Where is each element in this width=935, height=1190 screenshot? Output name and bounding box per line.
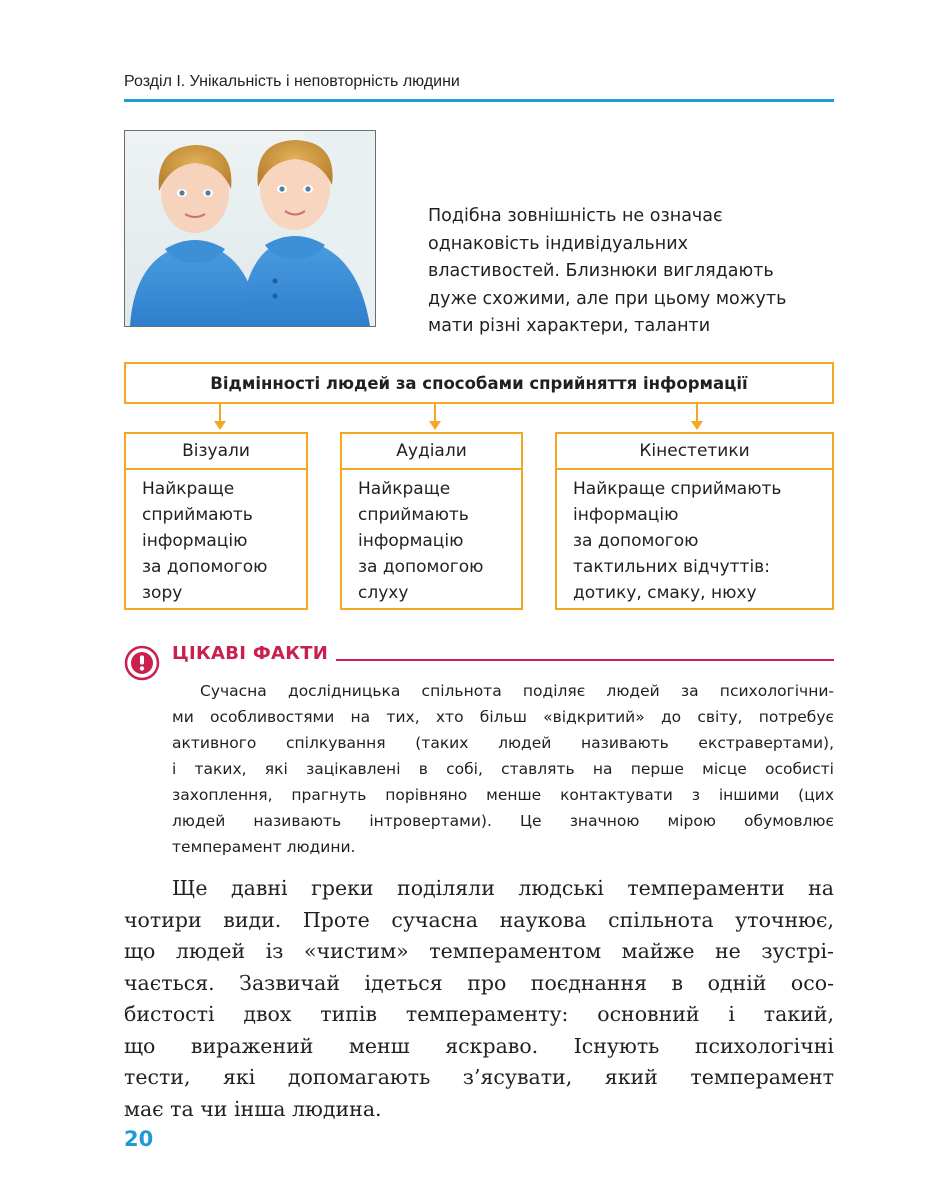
arrow-down-icon [696,404,698,422]
type-box-visuals [124,432,308,610]
twins-photo-icon [125,131,375,326]
type-name: Аудіали [342,434,521,470]
facts-line: захоплення, прагнуть порівняно менше контактувати з іншими (цих [172,786,834,804]
body-line: чається. Зазвичай ідеться про поєднання в одній осо- [124,970,834,995]
twins-photo [124,130,376,327]
facts-line: Сучасна дослідницька спільнота поділяє людей за психологічни- [200,682,834,700]
type-line: інформацію [358,531,464,551]
running-header: Розділ І. Унікальність і неповторність людини [124,73,460,90]
type-description [126,470,306,606]
caption-line: однаковість індивідуальних [428,233,688,254]
type-box-kinesthetics [555,432,834,610]
type-line: сприймають [142,505,253,525]
facts-line: людей називають інтровертами). Це значною мірою обумовлює [172,812,834,830]
arrow-down-icon [219,404,221,422]
body-line: має та чи інша людина. [124,1096,382,1121]
header-rule [124,99,834,102]
body-line: що виражений менш яскраво. Існують психологічні [124,1033,834,1058]
facts-line: ми особливостями на тих, хто більш «відкритий» до світу, потребує [172,708,834,726]
type-line: інформацію [142,531,248,551]
type-line: Найкраще сприймають [573,479,782,499]
body-line: що людей із «чистим» темпераментом майже не зустрі- [124,939,834,963]
body-line: Ще давні греки поділяли людські темпераменти на [172,876,834,900]
type-line: слуху [358,583,409,603]
facts-line: активного спілкування (таких людей називають екстравертами), [172,734,834,752]
type-name: Кінестетики [557,434,832,470]
caption-line: мати різні характери, таланти [428,316,711,336]
type-box-auditory [340,432,523,610]
body-line: бистості двох типів темпераменту: основний і такий, [124,1002,834,1026]
type-line: тактильних відчуттів: [573,557,770,577]
facts-line: і таких, які зацікавлені в собі, ставлять на перше місце особисті [172,760,834,778]
type-name: Візуали [126,434,306,470]
page-number: 20 [124,1127,154,1151]
caption-line: властивостей. Близнюки виглядають [428,261,774,281]
type-description [557,470,832,606]
type-line: зору [142,583,183,603]
exclamation-icon [124,645,160,681]
type-line: Найкраще [358,479,451,499]
facts-text [172,678,834,860]
arrow-down-icon [434,404,436,422]
body-line: тести, які допомагають з’ясувати, який темперамент [124,1065,834,1089]
photo-caption [428,203,828,341]
body-paragraph [124,873,834,1125]
caption-line: Подібна зовнішність не означає [428,206,723,226]
type-line: Найкраще [142,479,235,499]
type-line: сприймають [358,505,469,525]
type-line: інформацію [573,505,679,525]
body-line: чотири види. Проте сучасна наукова спільнота уточнює, [124,907,834,932]
diagram-title: Відмінності людей за способами сприйняття інформації [124,362,834,404]
caption-line: дуже схожими, але при цьому можуть [428,288,787,309]
type-line: за допомогою [142,557,268,577]
type-line: дотику, смаку, нюху [573,583,757,603]
type-line: за допомогою [573,531,699,551]
type-line: за допомогою [358,557,484,577]
facts-line: темперамент людини. [172,838,356,856]
facts-rule [336,659,834,661]
facts-title: ЦІКАВІ ФАКТИ [172,643,329,664]
type-description [342,470,521,606]
